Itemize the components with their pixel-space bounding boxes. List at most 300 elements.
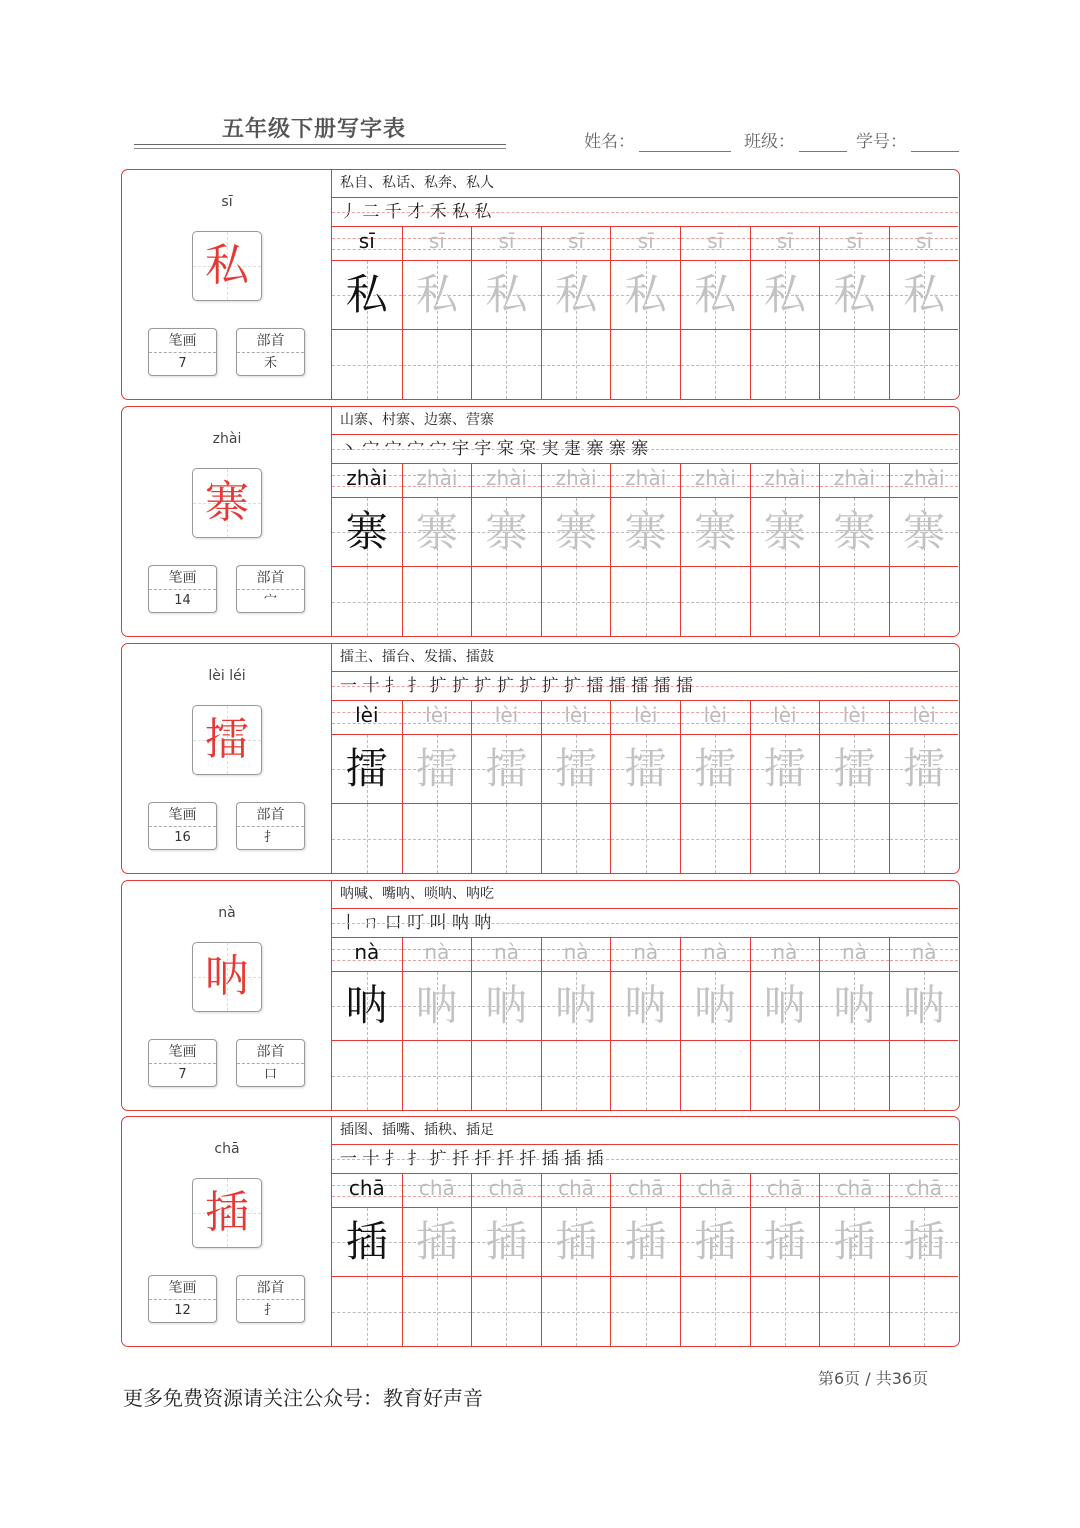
writing-column xyxy=(471,701,541,873)
character-showcase xyxy=(192,468,262,538)
practice-cell[interactable] xyxy=(472,567,541,636)
character-cell[interactable] xyxy=(542,1208,611,1277)
writing-column xyxy=(819,464,889,636)
pinyin-cell[interactable] xyxy=(332,227,402,261)
pinyin-trace: zhài xyxy=(416,466,458,490)
practice-cell[interactable] xyxy=(890,567,959,636)
writing-column xyxy=(332,464,402,636)
example-words: 私自、私话、私奔、私人 xyxy=(332,170,958,198)
pinyin-trace: lèi xyxy=(494,703,519,727)
character-cell[interactable] xyxy=(542,735,611,804)
practice-cell[interactable] xyxy=(751,1277,820,1346)
student-id-field[interactable] xyxy=(856,127,959,152)
pinyin-cell[interactable] xyxy=(332,464,402,498)
radical-value: 扌 xyxy=(263,830,277,845)
writing-column xyxy=(332,938,402,1110)
character-card xyxy=(121,643,960,874)
radical-label: 部首 xyxy=(237,1040,304,1064)
page-title: 五年级下册写字表 xyxy=(222,117,407,142)
pinyin-cell[interactable] xyxy=(611,227,680,261)
character-cell[interactable] xyxy=(611,1208,680,1277)
pinyin-cell[interactable] xyxy=(820,1174,889,1208)
character-trace: 寨 xyxy=(624,507,667,556)
pinyin-cell[interactable] xyxy=(751,1174,820,1208)
practice-cell[interactable] xyxy=(332,804,402,873)
stroke-order: 丶 宀 宀 宀 宀 宇 宇 宲 宲 実 寁 寨 寨 寨 xyxy=(332,435,958,464)
character-trace: 呐 xyxy=(833,981,876,1030)
writing-column xyxy=(402,938,472,1110)
writing-column xyxy=(610,701,680,873)
character-pinyin: chā xyxy=(214,1141,240,1157)
pinyin-cell[interactable] xyxy=(332,1174,402,1208)
character-cell[interactable] xyxy=(890,261,959,330)
writing-column xyxy=(819,227,889,399)
pinyin-trace: sī xyxy=(776,229,793,253)
pinyin-trace: lèi xyxy=(564,703,588,727)
practice-grid xyxy=(332,464,958,636)
character-showcase xyxy=(192,231,262,301)
character-model: 寨 xyxy=(345,507,388,556)
practice-cell[interactable] xyxy=(403,1277,472,1346)
pinyin-cell[interactable] xyxy=(472,227,541,261)
pinyin-trace: zhài xyxy=(694,466,736,490)
practice-cell[interactable] xyxy=(611,1041,680,1110)
writing-column xyxy=(471,938,541,1110)
character-cell[interactable] xyxy=(681,972,750,1041)
pinyin-cell[interactable] xyxy=(751,701,820,735)
stroke-order: 丨 ㄇ 口 叮 叫 呐 呐 xyxy=(332,909,958,938)
practice-cell[interactable] xyxy=(332,330,402,399)
class-blank[interactable] xyxy=(799,134,847,152)
character-cell[interactable] xyxy=(542,498,611,567)
stroke-count-box xyxy=(148,1275,217,1323)
character-info-panel xyxy=(122,170,332,399)
character-trace: 私 xyxy=(555,270,598,319)
practice-cell[interactable] xyxy=(820,1277,889,1346)
writing-column xyxy=(680,227,750,399)
practice-cell[interactable] xyxy=(332,567,402,636)
character-cell[interactable] xyxy=(751,1208,820,1277)
writing-column xyxy=(402,701,472,873)
pinyin-cell[interactable] xyxy=(403,1174,472,1208)
character-showcase xyxy=(192,942,262,1012)
character-trace: 寨 xyxy=(485,507,528,556)
character-cell[interactable] xyxy=(681,498,750,567)
character-cell[interactable] xyxy=(751,972,820,1041)
character-model: 插 xyxy=(345,1217,388,1266)
character-trace: 擂 xyxy=(485,744,528,793)
example-words: 插图、插嘴、插秧、插足 xyxy=(332,1117,958,1145)
practice-cell[interactable] xyxy=(542,804,611,873)
pinyin-cell[interactable] xyxy=(681,227,750,261)
example-words: 呐喊、嘴呐、唢呐、呐吃 xyxy=(332,881,958,909)
character-cell[interactable] xyxy=(890,498,959,567)
writing-column xyxy=(750,1174,820,1346)
practice-cell[interactable] xyxy=(681,1041,750,1110)
pinyin-cell[interactable] xyxy=(542,227,611,261)
writing-column xyxy=(541,227,611,399)
practice-cell[interactable] xyxy=(681,1277,750,1346)
pinyin-cell[interactable] xyxy=(681,464,750,498)
pinyin-cell[interactable] xyxy=(890,464,959,498)
character-pinyin: sī xyxy=(221,194,233,210)
pinyin-cell[interactable] xyxy=(890,227,959,261)
writing-column xyxy=(332,701,402,873)
character-trace: 寨 xyxy=(555,507,598,556)
character-trace: 擂 xyxy=(763,744,806,793)
pinyin-trace: zhài xyxy=(833,466,875,490)
character-cell[interactable] xyxy=(681,1208,750,1277)
pinyin-cell[interactable] xyxy=(820,464,889,498)
pinyin-cell[interactable] xyxy=(472,938,541,972)
character-cell[interactable] xyxy=(403,1208,472,1277)
pinyin-cell[interactable] xyxy=(820,701,889,735)
practice-cell[interactable] xyxy=(890,1277,959,1346)
title-underline-secondary xyxy=(134,148,506,149)
character-trace: 插 xyxy=(485,1217,528,1266)
practice-cell[interactable] xyxy=(542,1277,611,1346)
character-cell[interactable] xyxy=(472,498,541,567)
character-pinyin: zhài xyxy=(212,431,242,447)
practice-panel xyxy=(332,644,958,873)
pinyin-model: chā xyxy=(348,1176,385,1200)
character-trace: 插 xyxy=(763,1217,806,1266)
pinyin-cell[interactable] xyxy=(890,701,959,735)
character-card xyxy=(121,406,960,637)
writing-column xyxy=(680,701,750,873)
pinyin-trace: zhài xyxy=(764,466,806,490)
pinyin-trace: zhài xyxy=(903,466,945,490)
writing-column xyxy=(680,938,750,1110)
pinyin-cell[interactable] xyxy=(681,1174,750,1208)
practice-cell[interactable] xyxy=(332,1277,402,1346)
character-cell[interactable] xyxy=(332,261,402,330)
practice-cell[interactable] xyxy=(751,804,820,873)
stroke-count-label: 笔画 xyxy=(149,803,216,827)
character-trace: 擂 xyxy=(555,744,598,793)
character-cell[interactable] xyxy=(751,735,820,804)
radical-label: 部首 xyxy=(237,566,304,590)
character-cell[interactable] xyxy=(332,972,402,1041)
practice-cell[interactable] xyxy=(403,1041,472,1110)
character-trace: 寨 xyxy=(763,507,806,556)
character-info-panel xyxy=(122,1117,332,1346)
radical-box xyxy=(236,802,305,850)
page-header xyxy=(0,0,1080,160)
stroke-count-value: 7 xyxy=(178,1067,187,1082)
practice-cell[interactable] xyxy=(403,804,472,873)
writing-column xyxy=(402,227,472,399)
radical-label: 部首 xyxy=(237,329,304,353)
character-cell[interactable] xyxy=(472,261,541,330)
writing-column xyxy=(541,701,611,873)
character-cell[interactable] xyxy=(472,972,541,1041)
character-trace: 寨 xyxy=(833,507,876,556)
radical-box xyxy=(236,328,305,376)
character-trace: 私 xyxy=(903,270,946,319)
title-underline xyxy=(134,144,506,145)
practice-cell[interactable] xyxy=(611,804,680,873)
practice-cell[interactable] xyxy=(611,567,680,636)
character-trace: 插 xyxy=(903,1217,946,1266)
pinyin-cell[interactable] xyxy=(611,464,680,498)
character-cell[interactable] xyxy=(820,261,889,330)
practice-cell[interactable] xyxy=(542,567,611,636)
character-info-panel xyxy=(122,644,332,873)
student-id-blank[interactable] xyxy=(911,134,959,152)
class-field[interactable] xyxy=(744,127,847,152)
character-trace: 插 xyxy=(415,1217,458,1266)
character-cell[interactable] xyxy=(332,1208,402,1277)
writing-column xyxy=(889,1174,959,1346)
pinyin-cell[interactable] xyxy=(542,464,611,498)
character-card xyxy=(121,1116,960,1347)
pinyin-cell[interactable] xyxy=(403,227,472,261)
writing-column xyxy=(610,227,680,399)
stroke-order: 一 十 扌 扌 扩 扦 扦 扦 扦 插 插 插 xyxy=(332,1145,958,1174)
practice-cell[interactable] xyxy=(611,1277,680,1346)
practice-cell[interactable] xyxy=(542,1041,611,1110)
pinyin-trace: lèi xyxy=(703,703,727,727)
practice-grid xyxy=(332,701,958,873)
pinyin-cell[interactable] xyxy=(542,701,611,735)
pinyin-cell[interactable] xyxy=(820,227,889,261)
writing-column xyxy=(332,1174,402,1346)
practice-cell[interactable] xyxy=(820,567,889,636)
stroke-count-value: 16 xyxy=(174,830,191,845)
pinyin-cell[interactable] xyxy=(472,701,541,735)
pinyin-trace: nà xyxy=(494,940,519,964)
class-label: 班级： xyxy=(744,132,795,152)
radical-value: 禾 xyxy=(263,356,277,371)
writing-column xyxy=(402,1174,472,1346)
pinyin-trace: lèi xyxy=(912,703,936,727)
character-cell[interactable] xyxy=(751,261,820,330)
practice-cell[interactable] xyxy=(403,330,472,399)
stroke-count-box xyxy=(148,1039,217,1087)
pinyin-trace: sī xyxy=(498,229,515,253)
character-trace: 呐 xyxy=(903,981,946,1030)
pinyin-trace: chā xyxy=(697,1176,734,1200)
character-card xyxy=(121,169,960,400)
pinyin-cell[interactable] xyxy=(542,938,611,972)
character-info-panel xyxy=(122,407,332,636)
writing-column xyxy=(471,227,541,399)
writing-column xyxy=(889,464,959,636)
pinyin-model: lèi xyxy=(355,703,379,727)
character-cell[interactable] xyxy=(820,972,889,1041)
pinyin-cell[interactable] xyxy=(542,1174,611,1208)
pinyin-cell[interactable] xyxy=(890,1174,959,1208)
character-cell[interactable] xyxy=(542,261,611,330)
character-cell[interactable] xyxy=(332,498,402,567)
character-cell[interactable] xyxy=(890,1208,959,1277)
radical-box xyxy=(236,1039,305,1087)
character-showcase xyxy=(192,1178,262,1248)
name-label: 姓名： xyxy=(584,132,635,152)
writing-column xyxy=(402,464,472,636)
practice-panel xyxy=(332,170,958,399)
stroke-count-value: 7 xyxy=(178,356,187,371)
practice-cell[interactable] xyxy=(542,330,611,399)
practice-panel xyxy=(332,407,958,636)
writing-column xyxy=(750,938,820,1110)
stroke-count-label: 笔画 xyxy=(149,329,216,353)
student-id-label: 学号： xyxy=(856,132,907,152)
pinyin-trace: chā xyxy=(906,1176,943,1200)
character-pinyin: lèi léi xyxy=(208,668,246,684)
character-cell[interactable] xyxy=(403,498,472,567)
writing-column xyxy=(889,938,959,1110)
character-cell[interactable] xyxy=(611,972,680,1041)
practice-cell[interactable] xyxy=(751,567,820,636)
pinyin-cell[interactable] xyxy=(751,464,820,498)
pinyin-trace: nà xyxy=(563,940,589,964)
character-cell[interactable] xyxy=(751,498,820,567)
character-trace: 插 xyxy=(555,1217,598,1266)
writing-column xyxy=(889,701,959,873)
pinyin-trace: sī xyxy=(637,229,654,253)
radical-box xyxy=(236,1275,305,1323)
character-pinyin: nà xyxy=(218,905,236,921)
character-info-panel xyxy=(122,881,332,1110)
radical-value: 扌 xyxy=(263,1303,277,1318)
pinyin-trace: chā xyxy=(627,1176,664,1200)
pinyin-trace: nà xyxy=(911,940,937,964)
pinyin-cell[interactable] xyxy=(472,464,541,498)
pinyin-cell[interactable] xyxy=(472,1174,541,1208)
pinyin-trace: nà xyxy=(424,940,450,964)
pinyin-cell[interactable] xyxy=(890,938,959,972)
character-cell[interactable] xyxy=(332,735,402,804)
pinyin-cell[interactable] xyxy=(681,938,750,972)
stroke-count-label: 笔画 xyxy=(149,566,216,590)
pinyin-trace: lèi xyxy=(633,703,658,727)
pinyin-model: sī xyxy=(358,229,375,253)
character-cell[interactable] xyxy=(890,735,959,804)
practice-cell[interactable] xyxy=(751,1041,820,1110)
practice-cell[interactable] xyxy=(890,330,959,399)
radical-label: 部首 xyxy=(237,803,304,827)
character-cell[interactable] xyxy=(472,1208,541,1277)
page-number: 第6页 / 共36页 xyxy=(818,1369,929,1388)
practice-panel xyxy=(332,881,958,1110)
character-model: 私 xyxy=(345,270,388,319)
pinyin-cell[interactable] xyxy=(332,938,402,972)
character-cell[interactable] xyxy=(890,972,959,1041)
practice-cell[interactable] xyxy=(332,1041,402,1110)
pinyin-cell[interactable] xyxy=(403,938,472,972)
character-trace: 擂 xyxy=(833,744,876,793)
practice-cell[interactable] xyxy=(472,330,541,399)
character-trace: 寨 xyxy=(694,507,737,556)
writing-column xyxy=(610,938,680,1110)
practice-cell[interactable] xyxy=(403,567,472,636)
practice-cell[interactable] xyxy=(472,1041,541,1110)
practice-cell[interactable] xyxy=(681,330,750,399)
practice-cell[interactable] xyxy=(681,804,750,873)
pinyin-cell[interactable] xyxy=(403,701,472,735)
character-cell[interactable] xyxy=(820,1208,889,1277)
name-blank[interactable] xyxy=(639,134,731,152)
writing-column xyxy=(819,938,889,1110)
writing-column xyxy=(332,227,402,399)
practice-cell[interactable] xyxy=(472,1277,541,1346)
practice-cell[interactable] xyxy=(472,804,541,873)
writing-column xyxy=(819,1174,889,1346)
character-card xyxy=(121,880,960,1111)
pinyin-cell[interactable] xyxy=(820,938,889,972)
character-large: 寨 xyxy=(205,477,249,528)
character-trace: 私 xyxy=(763,270,806,319)
character-trace: 私 xyxy=(694,270,737,319)
pinyin-cell[interactable] xyxy=(681,701,750,735)
practice-cell[interactable] xyxy=(890,1041,959,1110)
practice-cell[interactable] xyxy=(611,330,680,399)
pinyin-cell[interactable] xyxy=(611,1174,680,1208)
practice-cell[interactable] xyxy=(751,330,820,399)
character-cell[interactable] xyxy=(611,498,680,567)
character-cell[interactable] xyxy=(611,261,680,330)
pinyin-cell[interactable] xyxy=(751,938,820,972)
practice-grid xyxy=(332,1174,958,1346)
pinyin-trace: lèi xyxy=(773,703,797,727)
character-cell[interactable] xyxy=(820,735,889,804)
pinyin-cell[interactable] xyxy=(332,701,402,735)
practice-cell[interactable] xyxy=(890,804,959,873)
name-field[interactable] xyxy=(584,127,731,152)
practice-cell[interactable] xyxy=(820,804,889,873)
character-cell[interactable] xyxy=(681,735,750,804)
pinyin-trace: nà xyxy=(842,940,867,964)
character-trace: 私 xyxy=(624,270,667,319)
pinyin-trace: chā xyxy=(836,1176,873,1200)
writing-column xyxy=(750,227,820,399)
character-trace: 插 xyxy=(833,1217,876,1266)
stroke-count-box xyxy=(148,565,217,613)
character-trace: 呐 xyxy=(694,981,737,1030)
character-trace: 寨 xyxy=(415,507,458,556)
pinyin-cell[interactable] xyxy=(403,464,472,498)
character-trace: 呐 xyxy=(485,981,528,1030)
character-cell[interactable] xyxy=(403,261,472,330)
character-cell[interactable] xyxy=(403,735,472,804)
character-trace: 擂 xyxy=(903,744,946,793)
stroke-count-box xyxy=(148,802,217,850)
practice-cell[interactable] xyxy=(820,330,889,399)
practice-cell[interactable] xyxy=(820,1041,889,1110)
character-cell[interactable] xyxy=(542,972,611,1041)
character-trace: 插 xyxy=(624,1217,667,1266)
writing-column xyxy=(680,1174,750,1346)
pinyin-cell[interactable] xyxy=(751,227,820,261)
writing-column xyxy=(750,464,820,636)
character-trace: 呐 xyxy=(763,981,806,1030)
character-trace: 呐 xyxy=(555,981,598,1030)
character-cell[interactable] xyxy=(681,261,750,330)
practice-cell[interactable] xyxy=(681,567,750,636)
character-cell[interactable] xyxy=(820,498,889,567)
character-cell[interactable] xyxy=(611,735,680,804)
character-model: 呐 xyxy=(345,981,388,1030)
character-cell[interactable] xyxy=(472,735,541,804)
writing-column xyxy=(750,701,820,873)
pinyin-trace: nà xyxy=(633,940,659,964)
character-showcase xyxy=(192,705,262,775)
character-cell[interactable] xyxy=(403,972,472,1041)
pinyin-cell[interactable] xyxy=(611,701,680,735)
pinyin-cell[interactable] xyxy=(611,938,680,972)
